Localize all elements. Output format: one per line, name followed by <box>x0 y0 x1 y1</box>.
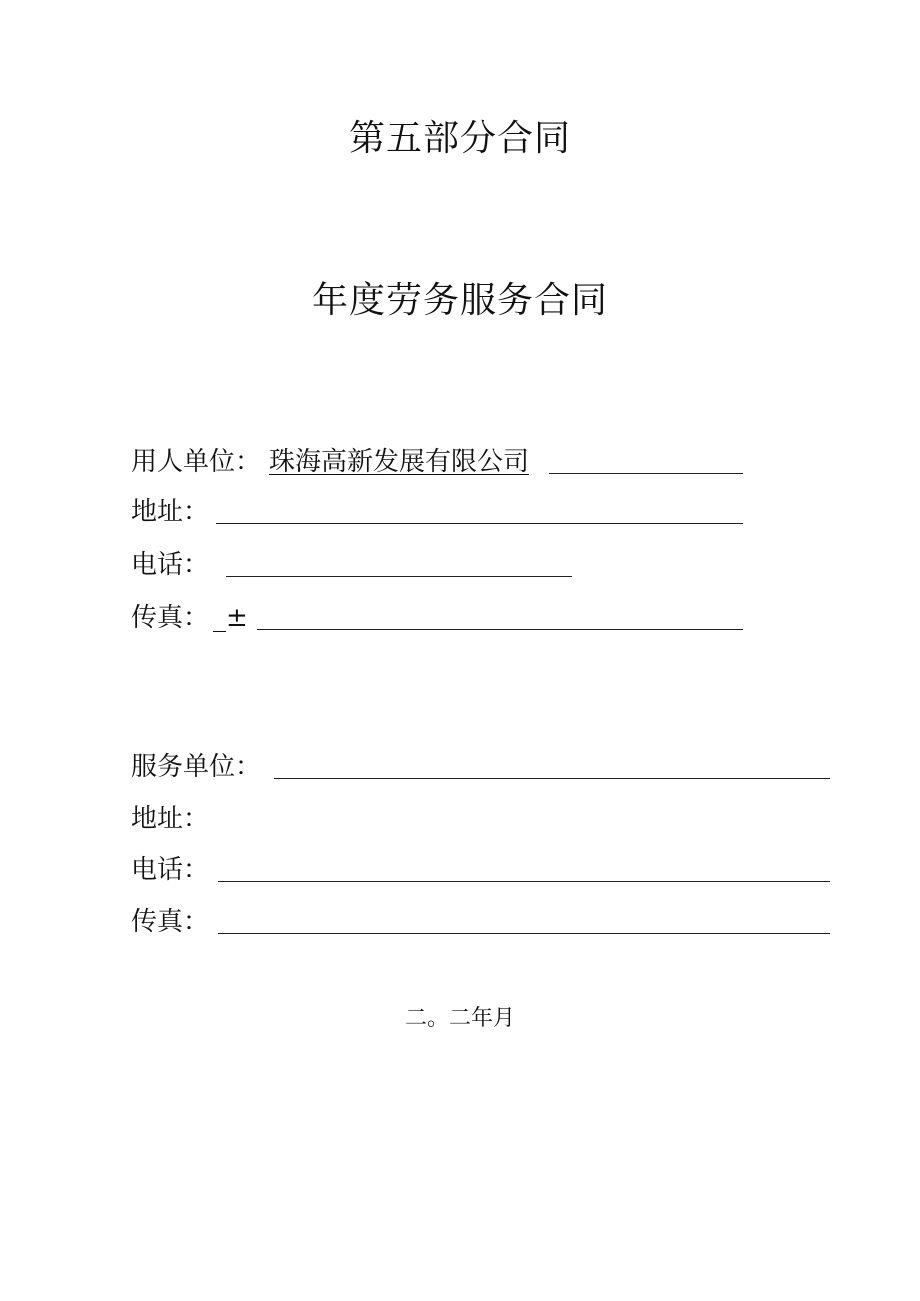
service-address-label: 地址： <box>131 804 210 834</box>
service-unit-blank-line <box>274 778 830 779</box>
employer-fax-label: 传真： <box>131 603 210 633</box>
contract-title: 年度劳务服务合同 <box>311 280 608 321</box>
employer-fax-value: _± <box>213 603 248 633</box>
service-fax-label: 传真： <box>131 907 210 937</box>
employer-unit-value: 珠海高新发展有限公司 <box>269 447 530 477</box>
contract-date-line: 二。二年月 <box>404 1006 515 1031</box>
employer-unit-label: 用人单位： <box>131 447 262 477</box>
employer-phone-label: 电话： <box>131 550 210 580</box>
section-title: 第五部分合同 <box>348 118 571 159</box>
employer-address-blank-line <box>216 523 743 524</box>
employer-address-label: 地址： <box>131 497 210 527</box>
employer-fax-blank-line <box>257 629 743 630</box>
employer-phone-blank-line <box>226 576 572 577</box>
employer-unit-blank-line <box>549 473 743 474</box>
service-phone-blank-line <box>218 881 830 882</box>
service-unit-label: 服务单位： <box>131 752 262 782</box>
service-fax-blank-line <box>218 933 830 934</box>
service-phone-label: 电话： <box>131 855 210 885</box>
